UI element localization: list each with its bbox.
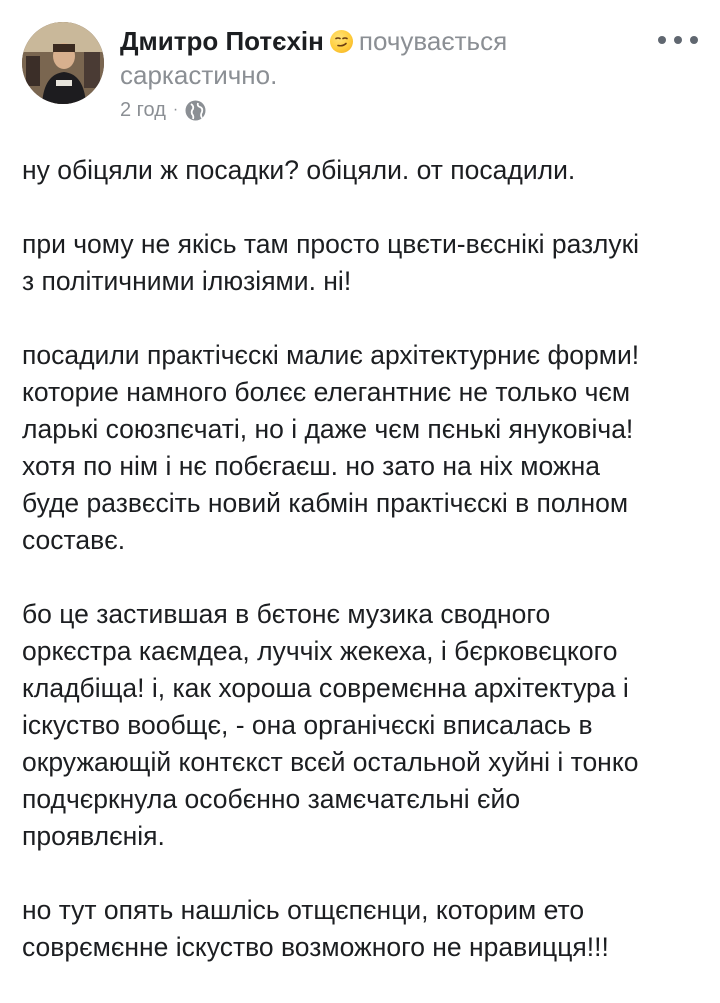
post-meta bbox=[120, 96, 206, 124]
more-horizontal-icon bbox=[658, 36, 666, 44]
post-paragraph: бо це застившая в бєтонє музика сводного оркєстра каємдеа, луччіх жекеха, і бєрковєцкого кладбіща! і, как хороша совремєнна архітектура і іскуство вообщє, - она органічєскі вписалась в окружающій контєкст всєй остальной хуйні і тонко подчєркнула особєнно замєчатєльні єйо проявлєнія. bbox=[22, 599, 639, 851]
smirk-emoji-icon bbox=[330, 30, 353, 53]
avatar[interactable] bbox=[22, 22, 104, 104]
post-paragraph: посадили практічєскі малиє архітектурниє форми! которие намного болєє елегантниє не только чєм ларькі союзпєчаті, но і даже чєм пєнькі януковіча! хотя по нім і нє побєгаєш. но зато на ніх можна буде развєсіть новий кабмін практічєскі в полном составє. bbox=[22, 340, 640, 555]
post-text bbox=[22, 152, 712, 1003]
globe-icon[interactable] bbox=[185, 100, 206, 121]
more-options-button[interactable] bbox=[658, 30, 698, 50]
more-horizontal-icon bbox=[690, 36, 698, 44]
post-timestamp[interactable]: 2 год bbox=[120, 99, 166, 121]
post-paragraph: ну обіцяли ж посадки? обіцяли. от посадили. bbox=[22, 155, 576, 185]
meta-separator: · bbox=[172, 101, 179, 118]
more-horizontal-icon bbox=[674, 36, 682, 44]
feeling-activity: почувається саркастично. bbox=[120, 26, 508, 90]
post-header bbox=[120, 24, 640, 92]
post-paragraph: при чому не якісь там просто цвєти-вєснікі разлукі з політичними ілюзіями. ні! bbox=[22, 229, 640, 296]
post-paragraph: но тут опять нашлісь отщєпєнци, которим ето соврємєнне іскуство возможного не нравицця!!! bbox=[22, 895, 609, 962]
author-name[interactable]: Дмитро Потєхін bbox=[120, 26, 324, 56]
avatar-photo bbox=[22, 22, 104, 104]
